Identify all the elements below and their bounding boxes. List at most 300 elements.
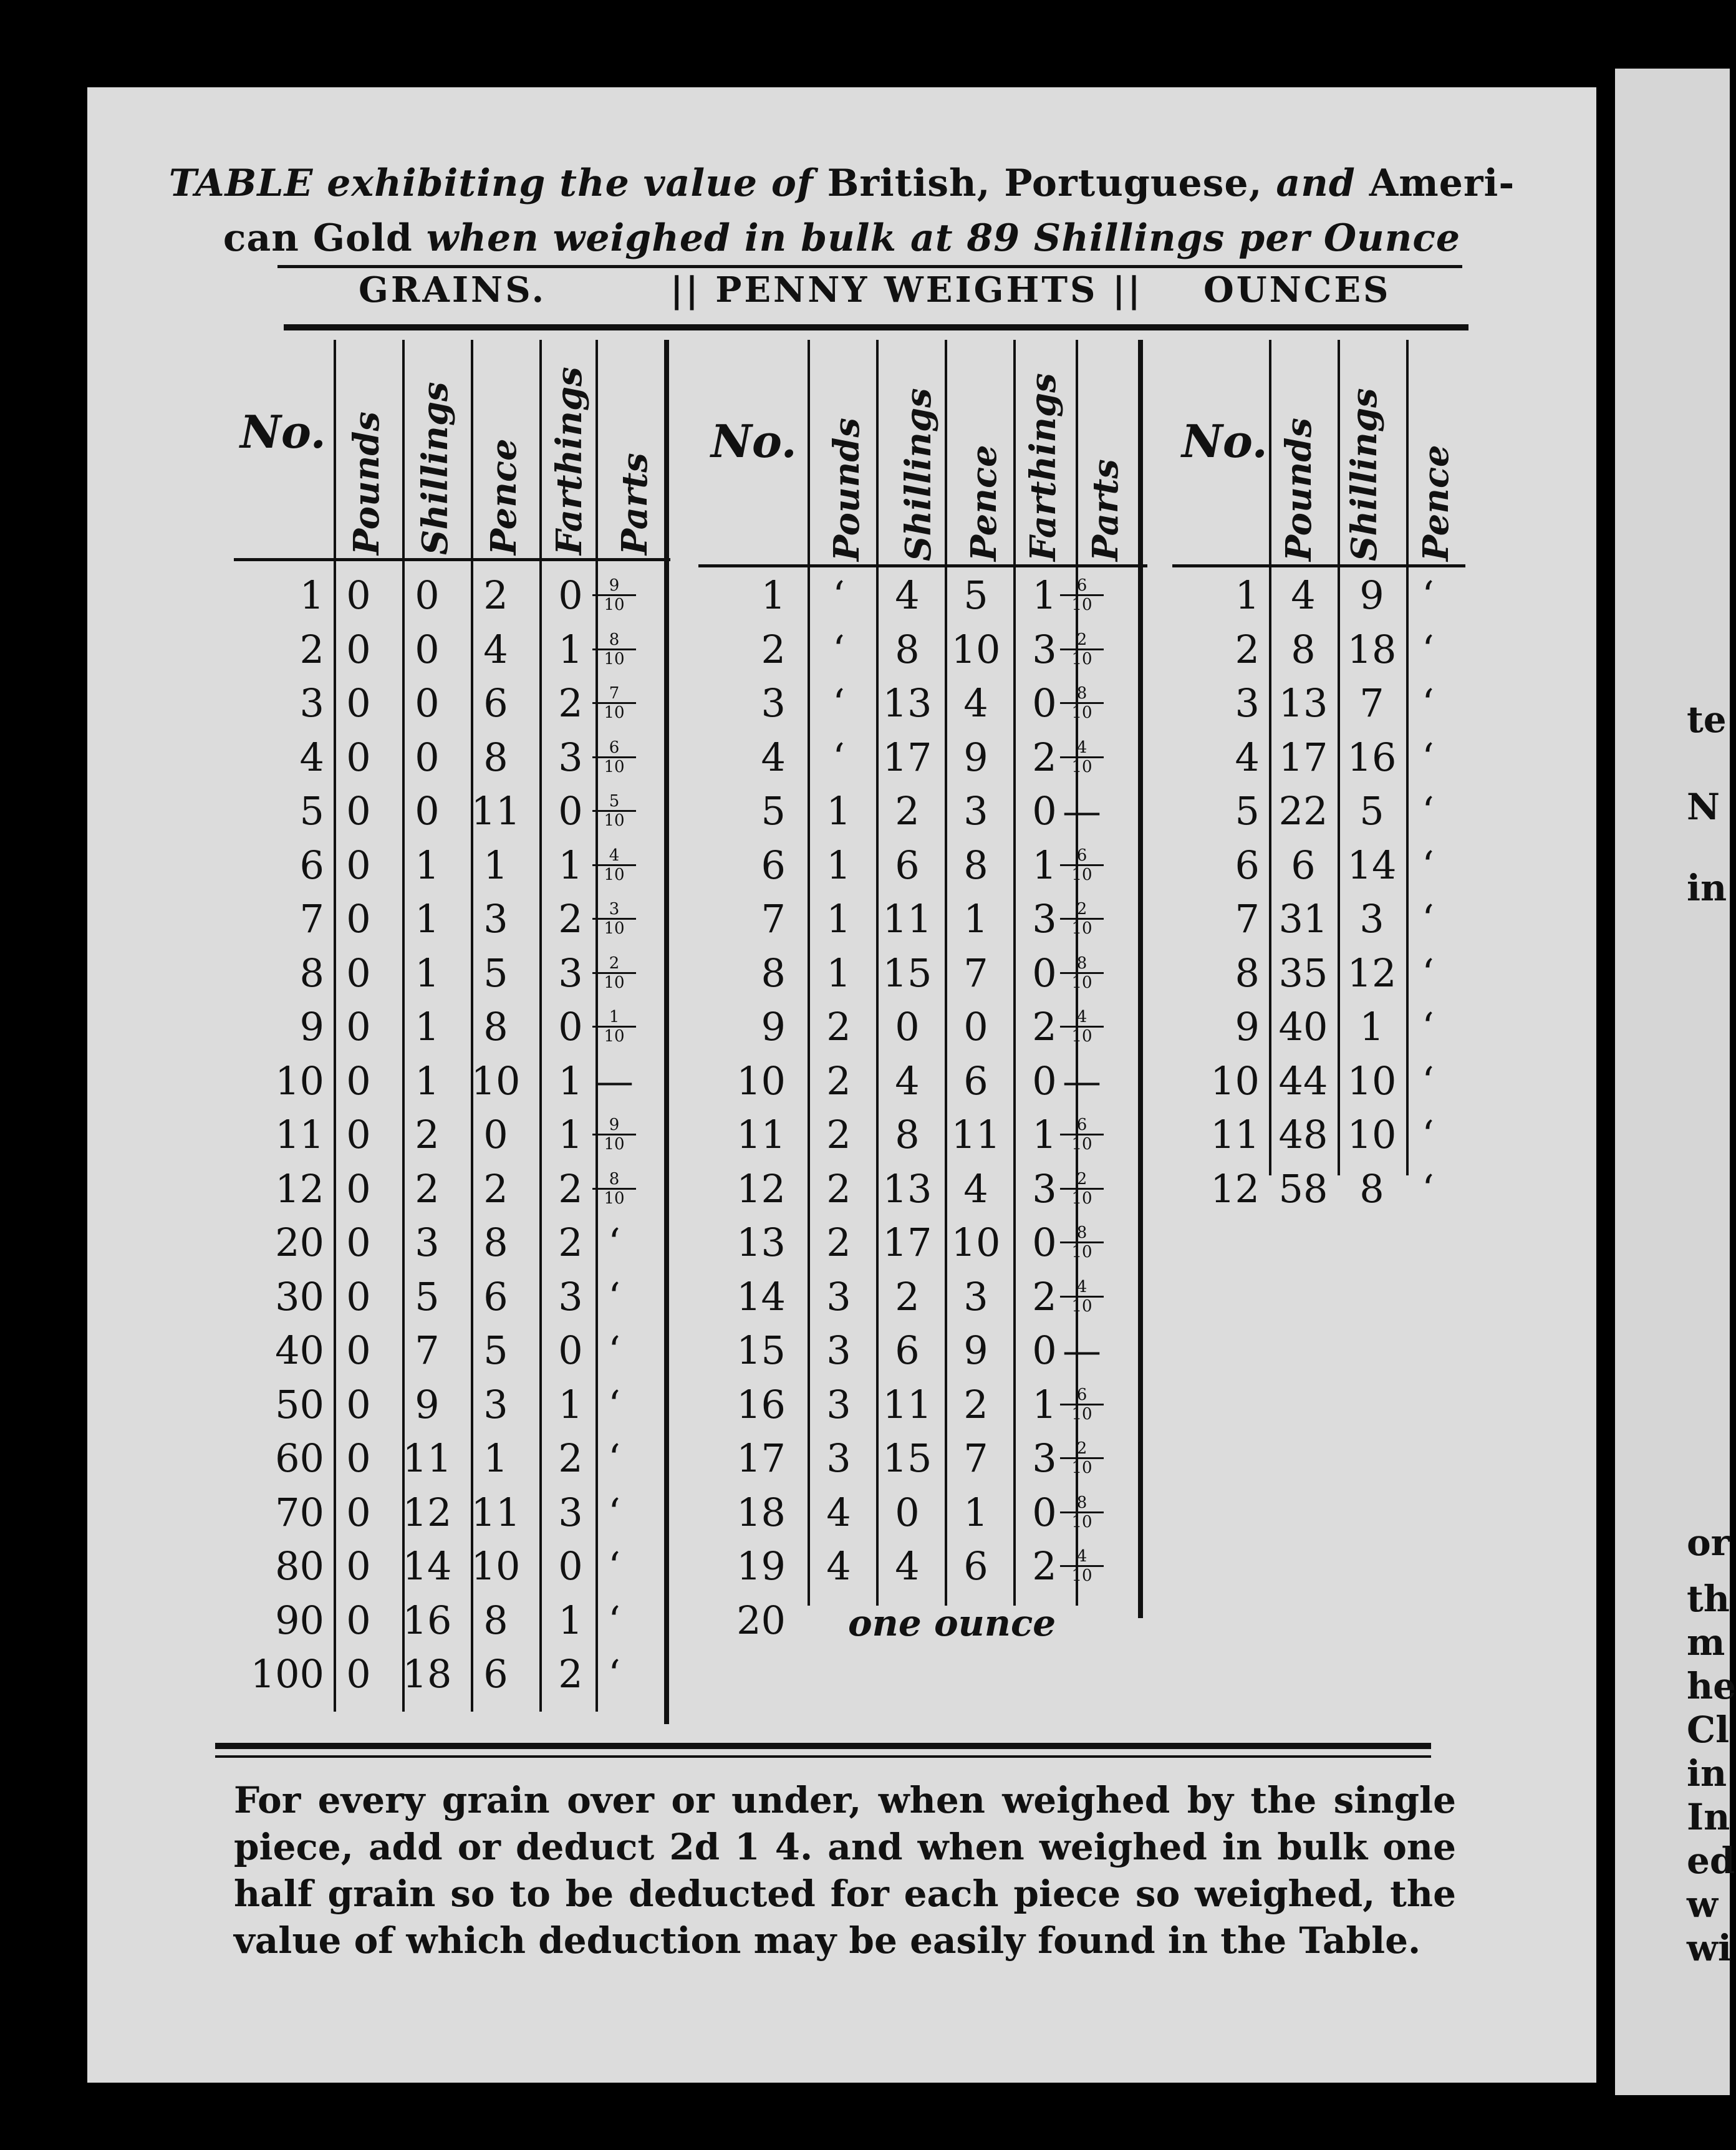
pw-cell: ‘ bbox=[832, 734, 845, 780]
oz-header-pounds: Pounds bbox=[1278, 417, 1319, 561]
grains-parts: $\frac{2}{10}$ bbox=[592, 955, 636, 991]
grains-cell: 14 bbox=[402, 1543, 452, 1589]
grains-cell: 8 bbox=[483, 734, 508, 780]
oz-cell: ‘ bbox=[1422, 950, 1434, 996]
oz-cell: ‘ bbox=[1422, 626, 1434, 672]
grains-parts: ‘ bbox=[608, 1651, 620, 1697]
pw-no: 17 bbox=[736, 1435, 786, 1481]
grains-no: 20 bbox=[275, 1220, 324, 1265]
pw-cell: 1 bbox=[826, 842, 851, 888]
grains-cell: 0 bbox=[415, 734, 440, 780]
section-ounces: OUNCES bbox=[1203, 269, 1391, 311]
grains-no: 7 bbox=[299, 896, 324, 942]
grains-parts: ‘ bbox=[608, 1597, 620, 1643]
oz-cell: 10 bbox=[1347, 1112, 1397, 1157]
pw-cell: 2 bbox=[1032, 1273, 1057, 1319]
grains-cell: 6 bbox=[483, 1651, 508, 1697]
pw-cell: 4 bbox=[826, 1489, 851, 1535]
pw-cell: 11 bbox=[882, 1381, 932, 1427]
pw-no: 19 bbox=[736, 1543, 786, 1589]
pw-header-pounds: Pounds bbox=[826, 417, 867, 561]
pw-parts: $\frac{2}{10}$ bbox=[1060, 900, 1104, 937]
grains-cell: 3 bbox=[483, 1381, 508, 1427]
grains-no: 4 bbox=[299, 734, 324, 780]
pw-cell: 6 bbox=[895, 842, 920, 888]
header-rule bbox=[284, 324, 1468, 330]
pw-parts: $\frac{8}{10}$ bbox=[1060, 685, 1104, 721]
grains-cell: 0 bbox=[415, 788, 440, 834]
grains-header-pence: Pence bbox=[483, 438, 524, 555]
pw-cell: 1 bbox=[963, 1489, 988, 1535]
oz-cell: 8 bbox=[1359, 1165, 1384, 1212]
grains-no: 3 bbox=[299, 680, 324, 726]
pw-parts: $\frac{6}{10}$ bbox=[1060, 1116, 1104, 1153]
pw-cell: 2 bbox=[826, 1220, 851, 1265]
pw-no: 6 bbox=[761, 842, 786, 888]
grains-cell: 5 bbox=[483, 950, 508, 996]
grains-no: 11 bbox=[275, 1112, 324, 1157]
pw-cell: 0 bbox=[1032, 950, 1057, 996]
oz-cell: ‘ bbox=[1422, 842, 1434, 888]
grains-cell: 2 bbox=[558, 896, 583, 942]
grains-cell: 1 bbox=[558, 1112, 583, 1157]
pw-cell: 8 bbox=[895, 626, 920, 672]
oz-col-divider bbox=[1338, 340, 1340, 1175]
pw-cell: 0 bbox=[1032, 1058, 1057, 1104]
pw-header-no: No. bbox=[711, 415, 797, 468]
pw-cell: 2 bbox=[826, 1004, 851, 1049]
oz-no: 10 bbox=[1210, 1058, 1260, 1104]
oz-cell: ‘ bbox=[1422, 734, 1434, 780]
oz-cell: 40 bbox=[1278, 1004, 1328, 1049]
grains-parts: $\frac{1}{10}$ bbox=[592, 1008, 636, 1045]
pw-parts: $\frac{8}{10}$ bbox=[1060, 1224, 1104, 1261]
oz-header-underline bbox=[1172, 564, 1465, 567]
pw-parts: $\frac{6}{10}$ bbox=[1060, 847, 1104, 884]
section-grains: GRAINS. bbox=[359, 269, 547, 311]
grains-parts: ‘ bbox=[608, 1220, 620, 1265]
grains-cell: 1 bbox=[415, 1058, 440, 1104]
grains-no: 6 bbox=[299, 842, 324, 888]
grains-cell: 5 bbox=[415, 1273, 440, 1319]
pw-cell: 1 bbox=[963, 896, 988, 942]
pw-parts: $\frac{2}{10}$ bbox=[1060, 631, 1104, 668]
oz-no: 7 bbox=[1235, 896, 1260, 942]
grains-cell: 0 bbox=[346, 1489, 371, 1535]
pw-parts: — bbox=[1063, 788, 1101, 834]
grains-cell: 3 bbox=[558, 734, 583, 780]
pw-cell: 0 bbox=[1032, 788, 1057, 834]
grains-no: 50 bbox=[275, 1381, 324, 1427]
grains-cell: 0 bbox=[346, 896, 371, 942]
grains-no: 10 bbox=[275, 1058, 324, 1104]
pw-cell: 0 bbox=[963, 1004, 988, 1049]
oz-cell: ‘ bbox=[1422, 788, 1434, 834]
pw-cell: 3 bbox=[963, 788, 988, 834]
oz-no: 4 bbox=[1235, 734, 1260, 780]
title-part-6: when weighed in bulk at 89 Shillings per Ounce bbox=[426, 216, 1461, 260]
oz-cell: 18 bbox=[1347, 626, 1397, 672]
grains-cell: 0 bbox=[346, 734, 371, 780]
oz-cell: 3 bbox=[1359, 896, 1384, 942]
margin-fragment: th bbox=[1687, 1578, 1730, 1620]
grains-no: 30 bbox=[275, 1273, 324, 1319]
pw-no: 9 bbox=[761, 1004, 786, 1049]
pw-cell: 1 bbox=[826, 896, 851, 942]
grains-cell: 0 bbox=[346, 1381, 371, 1427]
grains-cell: 0 bbox=[346, 1273, 371, 1319]
grains-no: 60 bbox=[275, 1435, 324, 1481]
pw-cell: 3 bbox=[826, 1328, 851, 1373]
grains-cell: 0 bbox=[558, 788, 583, 834]
pw-header-underline bbox=[698, 564, 1147, 567]
pw-no: 2 bbox=[761, 626, 786, 672]
pw-cell: 17 bbox=[882, 1220, 932, 1265]
pw-cell: 3 bbox=[826, 1381, 851, 1427]
pw-parts: $\frac{2}{10}$ bbox=[1060, 1440, 1104, 1477]
oz-no: 5 bbox=[1235, 788, 1260, 834]
grains-cell: 10 bbox=[471, 1543, 521, 1589]
oz-cell: ‘ bbox=[1422, 572, 1434, 618]
pw-no: 18 bbox=[736, 1489, 786, 1535]
grains-cell: 0 bbox=[483, 1112, 508, 1157]
bottom-rule-2 bbox=[215, 1755, 1431, 1758]
grains-cell: 0 bbox=[346, 1651, 371, 1697]
grains-parts: $\frac{4}{10}$ bbox=[592, 847, 636, 884]
grains-cell: 0 bbox=[346, 788, 371, 834]
pw-cell: 3 bbox=[826, 1435, 851, 1481]
pw-header-farthings: Farthings bbox=[1023, 373, 1064, 561]
grains-parts: $\frac{9}{10}$ bbox=[592, 577, 636, 614]
grains-cell: 2 bbox=[415, 1165, 440, 1212]
oz-cell: 58 bbox=[1278, 1165, 1328, 1212]
grains-header-pounds: Pounds bbox=[346, 411, 387, 555]
oz-no: 3 bbox=[1235, 680, 1260, 726]
pw-no: 1 bbox=[761, 572, 786, 618]
table-title bbox=[156, 156, 1528, 266]
pw-cell: 3 bbox=[826, 1273, 851, 1319]
pw-cell: 0 bbox=[1032, 1220, 1057, 1265]
grains-cell: 1 bbox=[558, 626, 583, 672]
grains-parts: $\frac{5}{10}$ bbox=[592, 793, 636, 829]
title-part-4: Ameri- bbox=[1369, 161, 1515, 205]
pw-parts: $\frac{6}{10}$ bbox=[1060, 577, 1104, 614]
pw-cell: 2 bbox=[1032, 1004, 1057, 1049]
title-part-3: and bbox=[1276, 161, 1369, 205]
pw-no: 3 bbox=[761, 680, 786, 726]
pw-parts: $\frac{6}{10}$ bbox=[1060, 1386, 1104, 1423]
oz-cell: ‘ bbox=[1422, 1058, 1434, 1104]
footnote: For every grain over or under, when weighed by the single piece, add or deduct 2d 1 4. and when weighed in bulk one half grain so to be deducted for each piece so weighed, the value of which deduction may be easily found in the Table. bbox=[234, 1779, 1456, 1962]
grains-cell: 0 bbox=[346, 1597, 371, 1643]
pw-cell: 2 bbox=[1032, 1543, 1057, 1589]
grains-header-shillings: Shillings bbox=[415, 382, 456, 555]
grains-cell: 1 bbox=[558, 842, 583, 888]
title-part-2: British, Portuguese, bbox=[827, 161, 1276, 205]
margin-fragment: or bbox=[1687, 1521, 1730, 1564]
grains-cell: 5 bbox=[483, 1328, 508, 1373]
grains-cell: 0 bbox=[346, 950, 371, 996]
grains-cell: 0 bbox=[558, 1328, 583, 1373]
pw-cell: 4 bbox=[963, 1165, 988, 1212]
grains-cell: 0 bbox=[558, 1543, 583, 1589]
grains-cell: 0 bbox=[346, 1328, 371, 1373]
pw-cell: 11 bbox=[951, 1112, 1001, 1157]
oz-cell: 7 bbox=[1359, 680, 1384, 726]
grains-parts: $\frac{6}{10}$ bbox=[592, 739, 636, 776]
oz-cell: 5 bbox=[1359, 788, 1384, 834]
pw-cell: 2 bbox=[826, 1112, 851, 1157]
margin-fragment: wi bbox=[1687, 1927, 1732, 1969]
grains-cell: 0 bbox=[415, 680, 440, 726]
grains-cell: 4 bbox=[483, 626, 508, 672]
oz-cell: 44 bbox=[1278, 1058, 1328, 1104]
grains-cell: 11 bbox=[471, 788, 521, 834]
pw-cell: 6 bbox=[895, 1328, 920, 1373]
pw-no: 4 bbox=[761, 734, 786, 780]
pw-cell: 15 bbox=[882, 950, 932, 996]
pw-parts: $\frac{8}{10}$ bbox=[1060, 955, 1104, 991]
pw-cell: 0 bbox=[895, 1004, 920, 1049]
pw-no: 12 bbox=[736, 1165, 786, 1212]
grains-cell: 0 bbox=[346, 626, 371, 672]
grains-parts: — bbox=[595, 1058, 634, 1104]
grains-no: 90 bbox=[275, 1597, 324, 1643]
pw-col-divider bbox=[945, 340, 947, 1606]
margin-fragment: Cl bbox=[1687, 1709, 1730, 1751]
pw-cell: ‘ bbox=[832, 626, 845, 672]
grains-cell: 0 bbox=[415, 626, 440, 672]
grains-cell: 2 bbox=[558, 1435, 583, 1481]
grains-parts: $\frac{7}{10}$ bbox=[592, 685, 636, 721]
oz-cell: 22 bbox=[1278, 788, 1328, 834]
grains-no: 12 bbox=[275, 1165, 324, 1212]
grains-cell: 2 bbox=[558, 680, 583, 726]
grains-parts: ‘ bbox=[608, 1543, 620, 1589]
grains-parts: ‘ bbox=[608, 1489, 620, 1535]
pw-cell: 8 bbox=[963, 842, 988, 888]
grains-cell: 0 bbox=[346, 1004, 371, 1049]
oz-no: 12 bbox=[1210, 1165, 1260, 1212]
grains-cell: 0 bbox=[415, 572, 440, 618]
oz-cell: 1 bbox=[1359, 1004, 1384, 1049]
pw-col-divider bbox=[876, 340, 879, 1606]
title-part-1: TABLE exhibiting the value of bbox=[168, 161, 827, 205]
margin-fragment: w bbox=[1687, 1883, 1718, 1926]
oz-cell: 35 bbox=[1278, 950, 1328, 996]
oz-cell: 13 bbox=[1278, 680, 1328, 726]
pw-cell: 2 bbox=[963, 1381, 988, 1427]
grains-cell: 1 bbox=[415, 896, 440, 942]
grains-header-parts: Parts bbox=[614, 453, 655, 555]
pw-header-parts: Parts bbox=[1085, 459, 1126, 561]
pw-cell: 0 bbox=[1032, 1328, 1057, 1373]
pw-cell: 2 bbox=[826, 1058, 851, 1104]
grains-cell: 2 bbox=[558, 1165, 583, 1212]
grains-cell: 1 bbox=[558, 1381, 583, 1427]
margin-fragment: te bbox=[1687, 698, 1727, 741]
grains-cell: 1 bbox=[483, 842, 508, 888]
title-part-5: can Gold bbox=[223, 216, 427, 260]
oz-no: 9 bbox=[1235, 1004, 1260, 1049]
grains-cell: 2 bbox=[558, 1651, 583, 1697]
pw-col-divider bbox=[808, 340, 810, 1606]
book-spine bbox=[1596, 62, 1615, 2089]
oz-col-divider bbox=[1406, 340, 1409, 1175]
pw-cell: 10 bbox=[951, 1220, 1001, 1265]
pw-cell: 0 bbox=[1032, 1489, 1057, 1535]
grains-cell: 1 bbox=[483, 1435, 508, 1481]
pw-parts: $\frac{4}{10}$ bbox=[1060, 1548, 1104, 1584]
pw-cell: 4 bbox=[895, 1543, 920, 1589]
pw-cell: 3 bbox=[1032, 1165, 1057, 1212]
pw-cell: 4 bbox=[963, 680, 988, 726]
pw-cell: 8 bbox=[895, 1112, 920, 1157]
pw-no: 11 bbox=[736, 1112, 786, 1157]
grains-cell: 1 bbox=[415, 1004, 440, 1049]
grains-cell: 0 bbox=[346, 1058, 371, 1104]
grains-cell: 0 bbox=[346, 1112, 371, 1157]
pw-header-shillings: Shillings bbox=[898, 388, 939, 561]
grains-no: 1 bbox=[299, 572, 324, 618]
grains-parts: ‘ bbox=[608, 1381, 620, 1427]
grains-col-divider bbox=[539, 340, 542, 1712]
oz-cell: 10 bbox=[1347, 1058, 1397, 1104]
grains-cell: 8 bbox=[483, 1597, 508, 1643]
oz-cell: ‘ bbox=[1422, 1112, 1434, 1157]
pw-cell: 4 bbox=[826, 1543, 851, 1589]
grains-cell: 1 bbox=[558, 1058, 583, 1104]
grains-no: 70 bbox=[275, 1489, 324, 1535]
pw-cell: 1 bbox=[1032, 842, 1057, 888]
pw-cell: 13 bbox=[882, 680, 932, 726]
pw-cell: 3 bbox=[963, 1273, 988, 1319]
grains-header-underline bbox=[234, 558, 670, 561]
grains-cell: 0 bbox=[346, 1435, 371, 1481]
oz-no: 8 bbox=[1235, 950, 1260, 996]
grains-cell: 0 bbox=[346, 1543, 371, 1589]
pw-cell: 2 bbox=[895, 788, 920, 834]
grains-cell: 2 bbox=[483, 572, 508, 618]
pw-cell: 13 bbox=[882, 1165, 932, 1212]
pw-cell: 1 bbox=[826, 950, 851, 996]
grains-cell: 3 bbox=[558, 1273, 583, 1319]
oz-cell: ‘ bbox=[1422, 1004, 1434, 1049]
pw-no: 16 bbox=[736, 1381, 786, 1427]
grains-cell: 0 bbox=[346, 680, 371, 726]
pw-no: 7 bbox=[761, 896, 786, 942]
pw-parts: — bbox=[1063, 1328, 1101, 1373]
grains-cell: 16 bbox=[402, 1597, 452, 1643]
pw-cell: 3 bbox=[1032, 1435, 1057, 1481]
grains-parts: ‘ bbox=[608, 1328, 620, 1373]
grains-no: 100 bbox=[250, 1651, 324, 1697]
pw-no: 13 bbox=[736, 1220, 786, 1265]
grains-parts: $\frac{9}{10}$ bbox=[592, 1116, 636, 1153]
pw-cell: ‘ bbox=[832, 680, 845, 726]
oz-no: 11 bbox=[1210, 1112, 1260, 1157]
oz-cell: 6 bbox=[1291, 842, 1316, 888]
pw-cell: 9 bbox=[963, 734, 988, 780]
grains-cell: 7 bbox=[415, 1328, 440, 1373]
oz-cell: 17 bbox=[1278, 734, 1328, 780]
grains-no: 8 bbox=[299, 950, 324, 996]
oz-cell: ‘ bbox=[1422, 680, 1434, 726]
pw-cell: 11 bbox=[882, 896, 932, 942]
grains-cell: 3 bbox=[558, 950, 583, 996]
grains-cell: 2 bbox=[558, 1220, 583, 1265]
pw-cell: 1 bbox=[1032, 1112, 1057, 1157]
pw-cell: 1 bbox=[826, 788, 851, 834]
pw-no: 15 bbox=[736, 1328, 786, 1373]
grains-cell: 2 bbox=[415, 1112, 440, 1157]
grains-parts: ‘ bbox=[608, 1435, 620, 1481]
oz-no: 2 bbox=[1235, 626, 1260, 672]
oz-no: 6 bbox=[1235, 842, 1260, 888]
grains-cell: 0 bbox=[346, 1220, 371, 1265]
oz-cell: 12 bbox=[1347, 950, 1397, 996]
oz-no: 1 bbox=[1235, 572, 1260, 618]
grains-col-divider bbox=[664, 340, 669, 1724]
margin-fragment: ed bbox=[1687, 1839, 1735, 1882]
grains-cell: 6 bbox=[483, 1273, 508, 1319]
pw-col-divider bbox=[1138, 340, 1143, 1618]
grains-parts: $\frac{8}{10}$ bbox=[592, 631, 636, 668]
grains-cell: 2 bbox=[483, 1165, 508, 1212]
grains-cell: 8 bbox=[483, 1004, 508, 1049]
pw-no: 14 bbox=[736, 1273, 786, 1319]
oz-header-pence: Pence bbox=[1415, 445, 1457, 561]
bottom-rule-1 bbox=[215, 1743, 1431, 1749]
pw-cell: 17 bbox=[882, 734, 932, 780]
pw-no: 5 bbox=[761, 788, 786, 834]
oz-cell: ‘ bbox=[1422, 896, 1434, 942]
pw-cell: 1 bbox=[1032, 1381, 1057, 1427]
pw-cell: 3 bbox=[1032, 896, 1057, 942]
pw-cell: 7 bbox=[963, 950, 988, 996]
pw-no: 10 bbox=[736, 1058, 786, 1104]
pw-parts: $\frac{2}{10}$ bbox=[1060, 1170, 1104, 1207]
grains-parts: $\frac{8}{10}$ bbox=[592, 1170, 636, 1207]
pw-no: 20 bbox=[736, 1597, 786, 1643]
grains-cell: 10 bbox=[471, 1058, 521, 1104]
oz-cell: 9 bbox=[1359, 572, 1384, 618]
pw-cell: 0 bbox=[895, 1489, 920, 1535]
oz-header-shillings: Shillings bbox=[1344, 388, 1385, 561]
grains-no: 2 bbox=[299, 626, 324, 672]
grains-cell: 0 bbox=[558, 572, 583, 618]
grains-cell: 1 bbox=[415, 842, 440, 888]
grains-cell: 0 bbox=[346, 1165, 371, 1212]
grains-cell: 3 bbox=[558, 1489, 583, 1535]
grains-cell: 0 bbox=[346, 572, 371, 618]
pw-cell: 10 bbox=[951, 626, 1001, 672]
grains-cell: 0 bbox=[558, 1004, 583, 1049]
pw-cell: 2 bbox=[826, 1165, 851, 1212]
grains-parts: $\frac{3}{10}$ bbox=[592, 900, 636, 937]
oz-cell: 48 bbox=[1278, 1112, 1328, 1157]
grains-header-farthings: Farthings bbox=[549, 367, 590, 555]
grains-cell: 9 bbox=[415, 1381, 440, 1427]
margin-fragment: in bbox=[1687, 1752, 1727, 1795]
pw-cell: 6 bbox=[963, 1543, 988, 1589]
grains-cell: 12 bbox=[402, 1489, 452, 1535]
oz-header-no: No. bbox=[1182, 415, 1268, 468]
oz-col-divider bbox=[1269, 340, 1271, 1175]
pw-parts: $\frac{4}{10}$ bbox=[1060, 739, 1104, 776]
top-rule bbox=[277, 265, 1462, 268]
pw-one-ounce: one ounce bbox=[848, 1601, 1056, 1644]
